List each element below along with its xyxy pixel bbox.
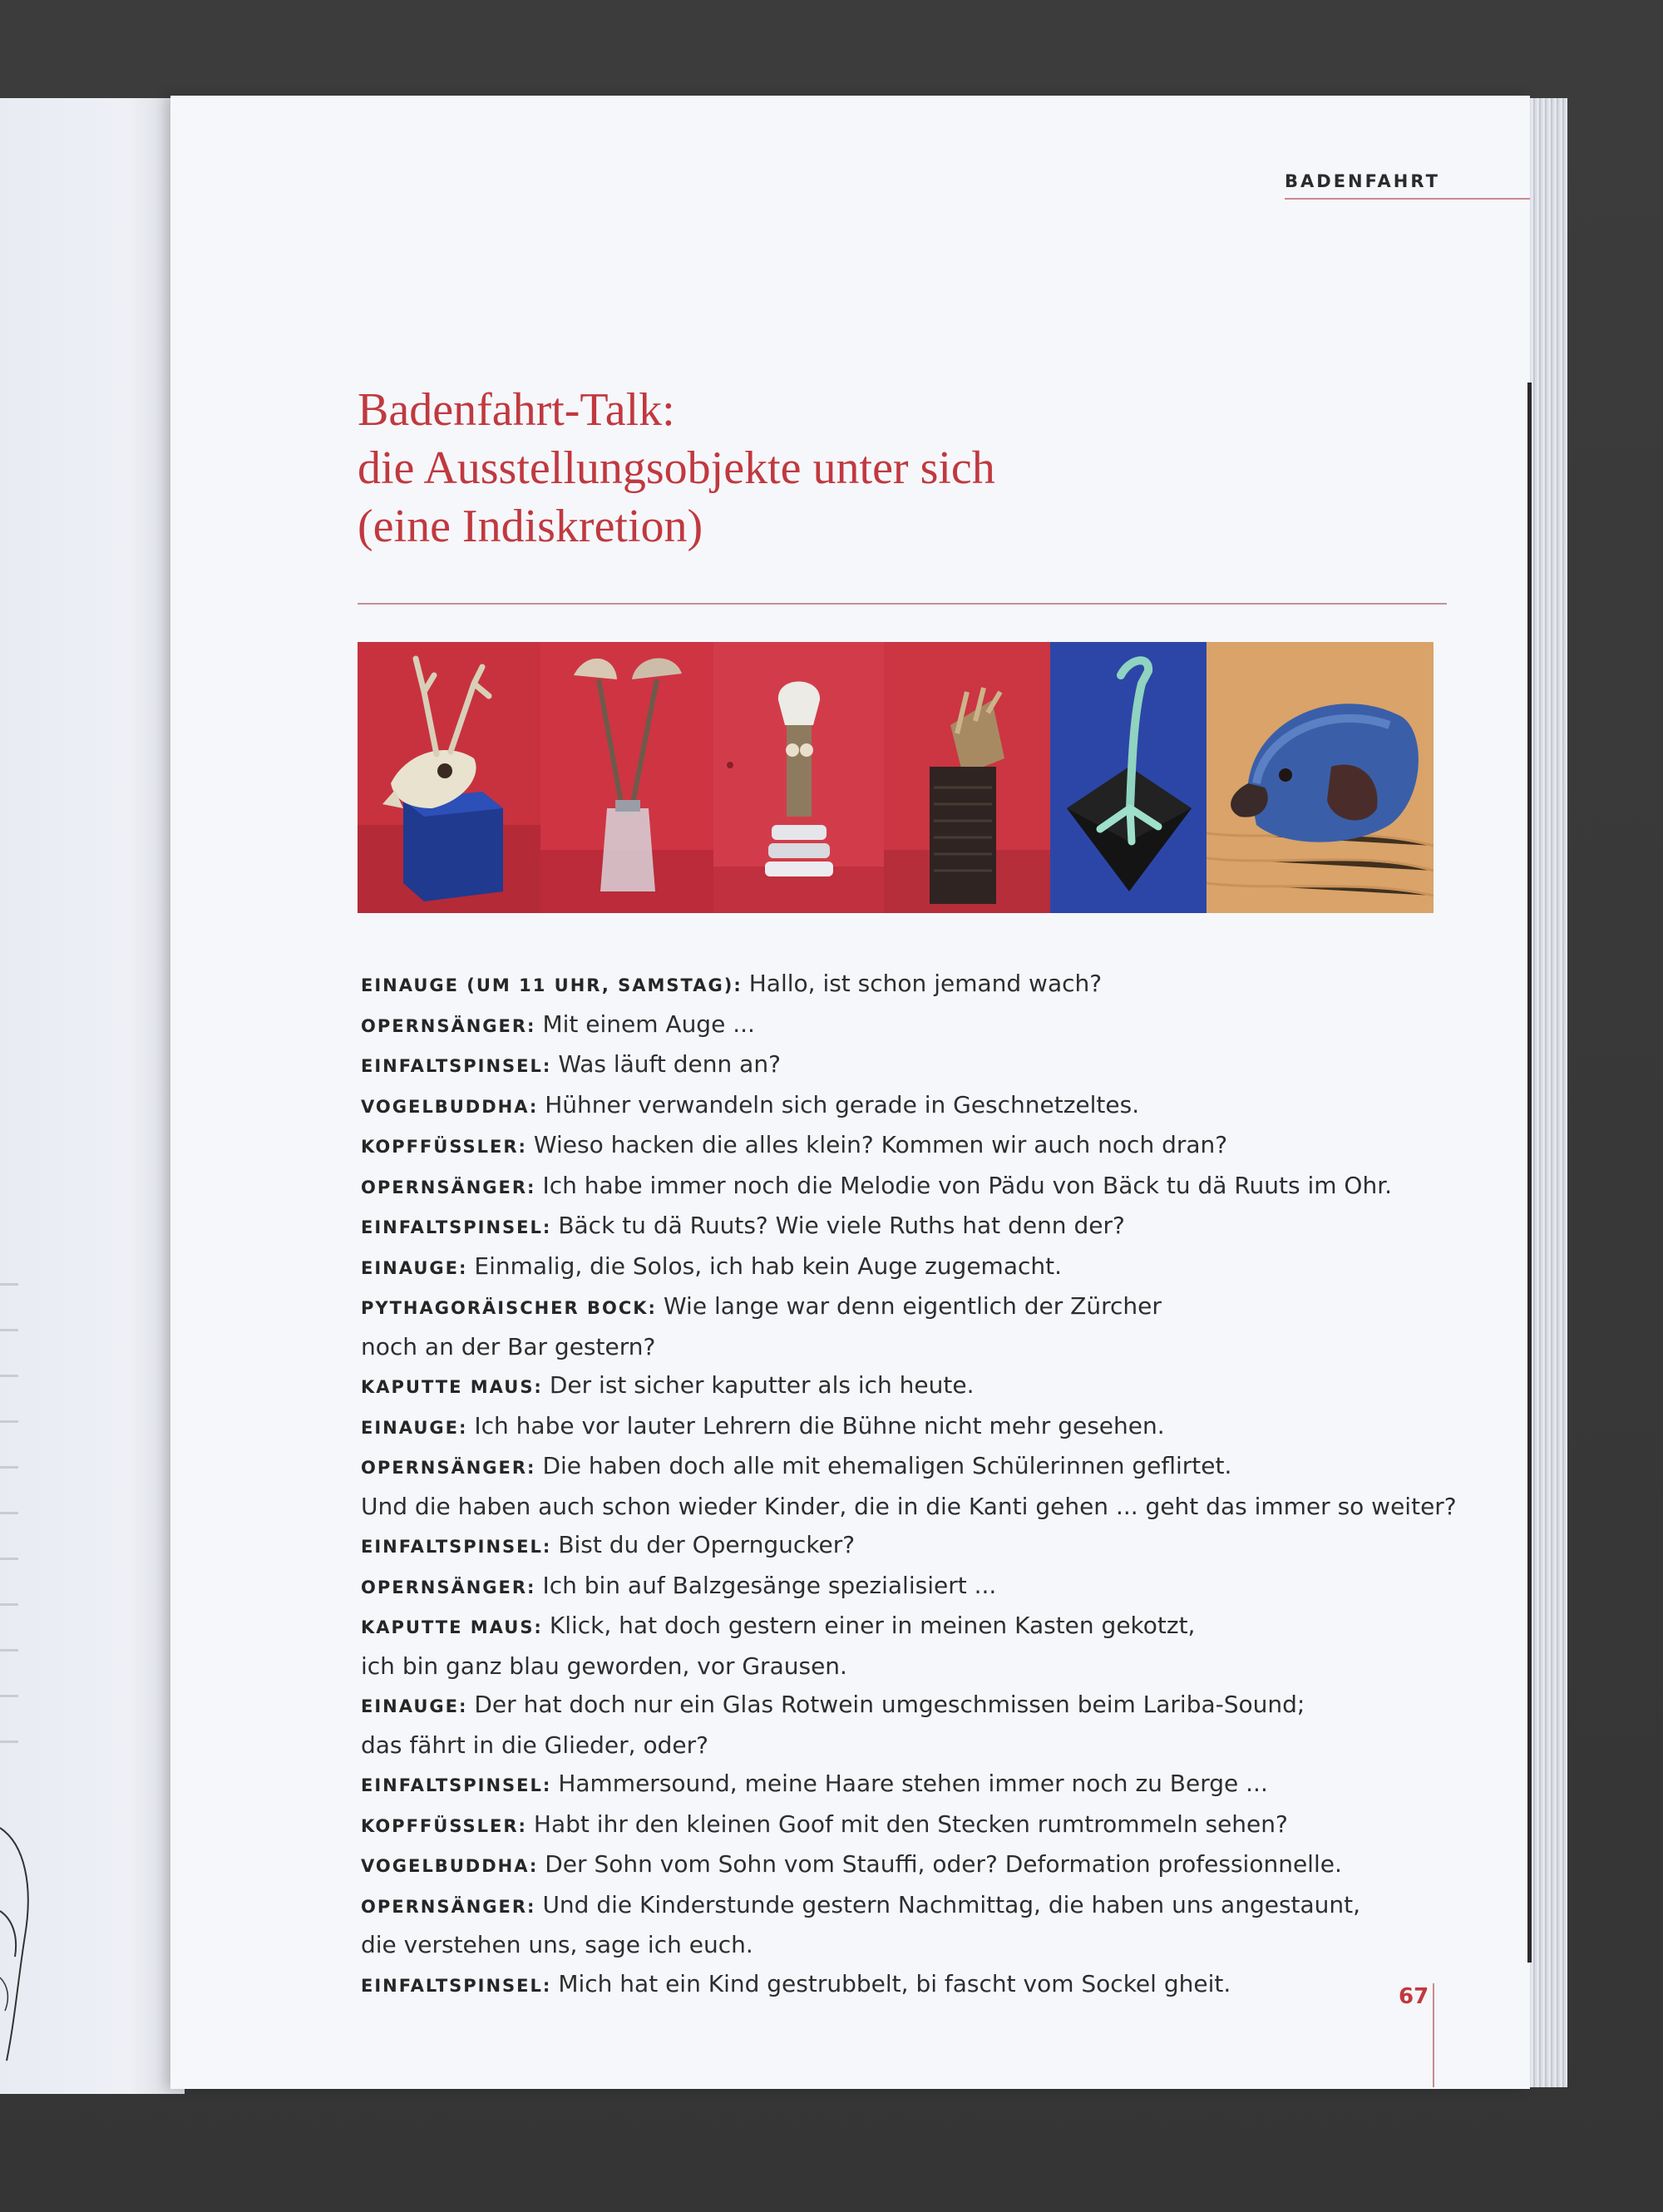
dialogue-line [361,1207,1475,1247]
dialogue-line [361,1607,1475,1686]
bleed-through-mark [0,1740,18,1743]
binding-shadow [1527,383,1532,1963]
speaker-name: OPERNSÄNGER: [361,1896,536,1917]
speaker-name: VOGELBUDDHA: [361,1856,539,1876]
title-line: (eine Indiskretion) [358,501,703,552]
dialogue-continuation: noch an der Bar gestern? [361,1332,656,1360]
speaker-name: PYTHAGORÄISCHER BOCK: [361,1298,657,1318]
dialogue-text: Ich habe immer noch die Melodie von Pädu von Bäck tu dä Ruuts im Ohr. [542,1171,1393,1199]
dialogue-line [361,1086,1475,1127]
photo-bird-foot [1050,642,1207,913]
dialogue-text: Ich bin auf Balzgesänge spezialisiert ... [542,1571,997,1599]
speaker-name: KAPUTTE MAUS: [361,1377,543,1397]
speaker-name: KOPFFÜSSLER: [361,1815,527,1836]
bleed-through-mark [0,1466,18,1469]
dialogue-continuation: ich bin ganz blau geworden, vor Grausen. [361,1652,847,1680]
dialogue-text: Wieso hacken die alles klein? Kommen wir auch noch dran? [533,1131,1228,1158]
brush-figure-icon [713,642,884,913]
dialogue-text: Der Sohn vom Sohn vom Stauffi, oder? Deformation professionnelle. [545,1850,1342,1878]
speaker-name: EINAUGE: [361,1257,468,1278]
exhibit-photo-strip [358,642,1434,913]
speaker-name: OPERNSÄNGER: [361,1177,536,1197]
dialogue-text: Der hat doch nur ein Glas Rotwein umgeschmissen beim Lariba-Sound; [474,1691,1305,1718]
dialogue-line [361,1526,1475,1567]
dialogue-line [361,1567,1475,1607]
bird-foot-icon [1050,642,1207,913]
bleed-through-mark [0,1695,18,1697]
dialogue-text: Und die Kinderstunde gestern Nachmittag, die haben uns angestaunt, [542,1890,1361,1918]
dialogue-continuation: die verstehen uns, sage ich euch. [361,1931,753,1958]
title-line: die Ausstellungsobjekte unter sich [358,442,995,494]
dialogue-line [361,1366,1475,1407]
photo-skull-antlers [358,642,540,913]
bleed-through-mark [0,1558,18,1560]
dialogue-text: Mich hat ein Kind gestrubbelt, bi fascht vom Sockel gheit. [558,1969,1231,1997]
dialogue-line [361,1886,1475,1965]
dialogue-text: Hallo, ist schon jemand wach? [748,970,1103,997]
dialogue-text: Bist du der Operngucker? [558,1531,856,1558]
photo-blue-mouse [1207,642,1434,913]
dialogue-continuation: Und die haben auch schon wieder Kinder, die in die Kanti gehen ... geht das immer so weiter? [361,1492,1457,1520]
speaker-name: OPERNSÄNGER: [361,1458,536,1478]
line-drawing-fragment [0,1811,50,2094]
bleed-through-mark [0,1649,18,1652]
speaker-name: OPERNSÄNGER: [361,1015,536,1036]
dialogue-line [361,1407,1475,1448]
title-rule [358,603,1447,605]
dialogue-line [361,965,1475,1005]
speaker-name: EINFALTSPINSEL: [361,1775,552,1795]
page-number: 67 [1399,1984,1429,2009]
skull-with-antlers-icon [358,642,540,913]
speaker-name: EINAUGE (UM 11 UHR, SAMSTAG): [361,975,743,995]
bleed-through-mark [0,1283,18,1286]
dialogue-line [361,1287,1475,1366]
bleed-through-mark [0,1512,18,1514]
wooden-figure-icon [884,642,1050,913]
dialogue-text: Einmalig, die Solos, ich hab kein Auge zugemacht. [474,1252,1063,1280]
speaker-name: EINAUGE: [361,1417,468,1438]
title-line: Badenfahrt-Talk: [358,384,675,436]
speaker-name: EINFALTSPINSEL: [361,1056,552,1076]
dialogue-line [361,1686,1475,1765]
speaker-name: KOPFFÜSSLER: [361,1137,527,1157]
dialogue-line [361,1247,1475,1288]
section-header: BADENFAHRT [1285,171,1440,191]
dialogue-line [361,1167,1475,1207]
previous-page-edge [0,98,185,2094]
dialogue-line [361,1126,1475,1167]
speaker-name: EINFALTSPINSEL: [361,1217,552,1237]
dialogue-text: Klick, hat doch gestern einer in meinen Kasten gekotzt, [549,1612,1196,1639]
dialogue-continuation: das fährt in die Glieder, oder? [361,1731,708,1759]
blue-mouse-icon [1207,642,1434,913]
page-stack-edge [1530,98,1567,2087]
speaker-name: EINFALTSPINSEL: [361,1975,552,1996]
bleed-through-mark [0,1329,18,1331]
dialogue-line [361,1005,1475,1046]
dialogue-text: Ich habe vor lauter Lehrern die Bühne nicht mehr gesehen. [474,1411,1165,1439]
bleed-through-mark [0,1375,18,1377]
photo-brushes [540,642,713,913]
dialogue-text: Mit einem Auge ... [542,1010,755,1038]
dialogue-line [361,1965,1475,2006]
page-number-rule [1433,1983,1434,2087]
speaker-name: KAPUTTE MAUS: [361,1617,543,1637]
speaker-name: OPERNSÄNGER: [361,1577,536,1597]
bleed-through-mark [0,1603,18,1606]
photo-brush-figure [713,642,884,913]
dialogue-text: Hammersound, meine Haare stehen immer noch zu Berge ... [558,1770,1268,1797]
dialogue-text: Der ist sicher kaputter als ich heute. [549,1371,975,1399]
brushes-in-bottle-icon [540,642,713,913]
speaker-name: EINFALTSPINSEL: [361,1537,552,1557]
dialogue-line [361,1045,1475,1086]
dialogue-text: Wie lange war denn eigentlich der Zürcher [663,1292,1162,1320]
dialogue-line [361,1765,1475,1805]
dialogue-text: Habt ihr den kleinen Goof mit den Stecken rumtrommeln sehen? [533,1810,1288,1838]
speaker-name: VOGELBUDDHA: [361,1096,539,1117]
dialogue-text: Hühner verwandeln sich gerade in Geschnetzeltes. [545,1090,1140,1118]
dialogue-line [361,1447,1475,1526]
article-title [358,381,1438,555]
dialogue-text: Bäck tu dä Ruuts? Wie viele Ruths hat denn der? [558,1212,1125,1239]
header-rule [1285,198,1530,200]
dialogue-text: Was läuft denn an? [558,1050,781,1078]
speaker-name: EINAUGE: [361,1696,468,1716]
dialogue-line [361,1805,1475,1846]
dialogue-text: Die haben doch alle mit ehemaligen Schülerinnen geflirtet. [542,1452,1232,1479]
bleed-through-mark [0,1420,18,1423]
dialogue-line [361,1845,1475,1886]
dialogue-transcript [361,965,1475,2005]
photo-wooden-figure [884,642,1050,913]
